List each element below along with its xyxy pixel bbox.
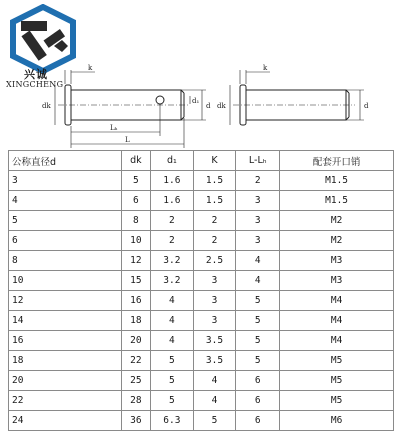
table-cell: 6 (121, 191, 150, 211)
table-cell: 5 (9, 211, 122, 231)
table-cell: 20 (121, 331, 150, 351)
table-row (9, 211, 394, 231)
table-cell: 5 (193, 411, 236, 431)
table-cell: 6 (236, 411, 280, 431)
table-cell: 5 (151, 391, 194, 411)
table-cell: M3 (280, 251, 394, 271)
table-cell: 2 (236, 171, 280, 191)
table-cell: 4 (193, 391, 236, 411)
label-lh: Lₕ (110, 124, 118, 132)
table-cell: 3 (9, 171, 122, 191)
table-row (9, 231, 394, 251)
specification-table (8, 150, 394, 431)
table-cell: 4 (151, 311, 194, 331)
table-cell: 2 (151, 211, 194, 231)
table-cell: M4 (280, 331, 394, 351)
table-cell: 16 (121, 291, 150, 311)
table-cell: 3 (236, 191, 280, 211)
table-row (9, 311, 394, 331)
table-cell: 18 (9, 351, 122, 371)
table-cell: M2 (280, 211, 394, 231)
table-cell: 4 (236, 271, 280, 291)
table-header-row (9, 151, 394, 171)
table-cell: M5 (280, 371, 394, 391)
table-row (9, 391, 394, 411)
table-cell: 5 (236, 351, 280, 371)
table-cell: 10 (9, 271, 122, 291)
table-cell: 22 (9, 391, 122, 411)
header-dk: dk (121, 151, 150, 171)
table-cell: 1.5 (193, 191, 236, 211)
table-cell: 1.6 (151, 171, 194, 191)
table-cell: M5 (280, 351, 394, 371)
table-cell: 4 (193, 371, 236, 391)
table-row (9, 271, 394, 291)
table-cell: 1.5 (193, 171, 236, 191)
table-cell: 3 (236, 211, 280, 231)
table-cell: 6 (9, 231, 122, 251)
table-row (9, 331, 394, 351)
table-cell: 2 (193, 231, 236, 251)
label2-k: k (263, 64, 268, 72)
table-row (9, 351, 394, 371)
header-l-lh: L-Lₕ (236, 151, 280, 171)
table-row (9, 251, 394, 271)
label-d1: d₁ (192, 97, 200, 105)
table-cell: 3 (193, 271, 236, 291)
table-cell: M1.5 (280, 191, 394, 211)
table-cell: 20 (9, 371, 122, 391)
table-cell: 3.5 (193, 331, 236, 351)
table-cell: 2 (193, 211, 236, 231)
table-cell: 28 (121, 391, 150, 411)
table-cell: M4 (280, 311, 394, 331)
table-cell: 8 (121, 211, 150, 231)
label-k: k (88, 64, 93, 72)
table-cell: 3.5 (193, 351, 236, 371)
table-row (9, 291, 394, 311)
table-cell: 5 (236, 331, 280, 351)
table-cell: 3.2 (151, 251, 194, 271)
header-d1: d₁ (151, 151, 194, 171)
table-cell: 5 (236, 291, 280, 311)
table-cell: 24 (9, 411, 122, 431)
table-cell: 25 (121, 371, 150, 391)
header-nominal-diameter: 公称直径d (9, 151, 122, 171)
table-cell: 6 (236, 391, 280, 411)
table-cell: 6 (236, 371, 280, 391)
table-row (9, 191, 394, 211)
table-cell: M4 (280, 291, 394, 311)
table-cell: 12 (9, 291, 122, 311)
label-dk: dk (42, 102, 51, 110)
label2-dk: dk (217, 102, 226, 110)
table-cell: 6.3 (151, 411, 194, 431)
table-cell: 1.6 (151, 191, 194, 211)
table-cell: 18 (121, 311, 150, 331)
table-cell: 14 (9, 311, 122, 331)
table-cell: 5 (151, 351, 194, 371)
brand-name-english: XINGCHENG (6, 80, 64, 89)
table-cell: 3 (193, 311, 236, 331)
brand-name-chinese: 兴诚 (24, 68, 48, 81)
table-row (9, 411, 394, 431)
table-cell: 4 (151, 331, 194, 351)
table-cell: 5 (151, 371, 194, 391)
clevis-pin-drawing (40, 60, 380, 150)
table-cell: M1.5 (280, 171, 394, 191)
table-cell: 3 (236, 231, 280, 251)
table-cell: M3 (280, 271, 394, 291)
table-cell: 22 (121, 351, 150, 371)
table-cell: 4 (151, 291, 194, 311)
table-cell: 3.2 (151, 271, 194, 291)
label-d: d (206, 102, 211, 110)
table-cell: 36 (121, 411, 150, 431)
table-cell: M5 (280, 391, 394, 411)
header-k: K (193, 151, 236, 171)
table-cell: M6 (280, 411, 394, 431)
table-cell: 8 (9, 251, 122, 271)
label-l: L (125, 136, 130, 144)
table-cell: 16 (9, 331, 122, 351)
table-cell: 15 (121, 271, 150, 291)
table-row (9, 371, 394, 391)
table-cell: 5 (236, 311, 280, 331)
table-cell: M2 (280, 231, 394, 251)
table-cell: 2 (151, 231, 194, 251)
header-cotter-pin: 配套开口销 (280, 151, 394, 171)
table-row (9, 171, 394, 191)
table-cell: 4 (9, 191, 122, 211)
table-cell: 12 (121, 251, 150, 271)
label2-d: d (364, 102, 369, 110)
table-cell: 3 (193, 291, 236, 311)
table-cell: 10 (121, 231, 150, 251)
table-cell: 2.5 (193, 251, 236, 271)
table-cell: 5 (121, 171, 150, 191)
pin-hole (156, 96, 164, 104)
table-cell: 4 (236, 251, 280, 271)
